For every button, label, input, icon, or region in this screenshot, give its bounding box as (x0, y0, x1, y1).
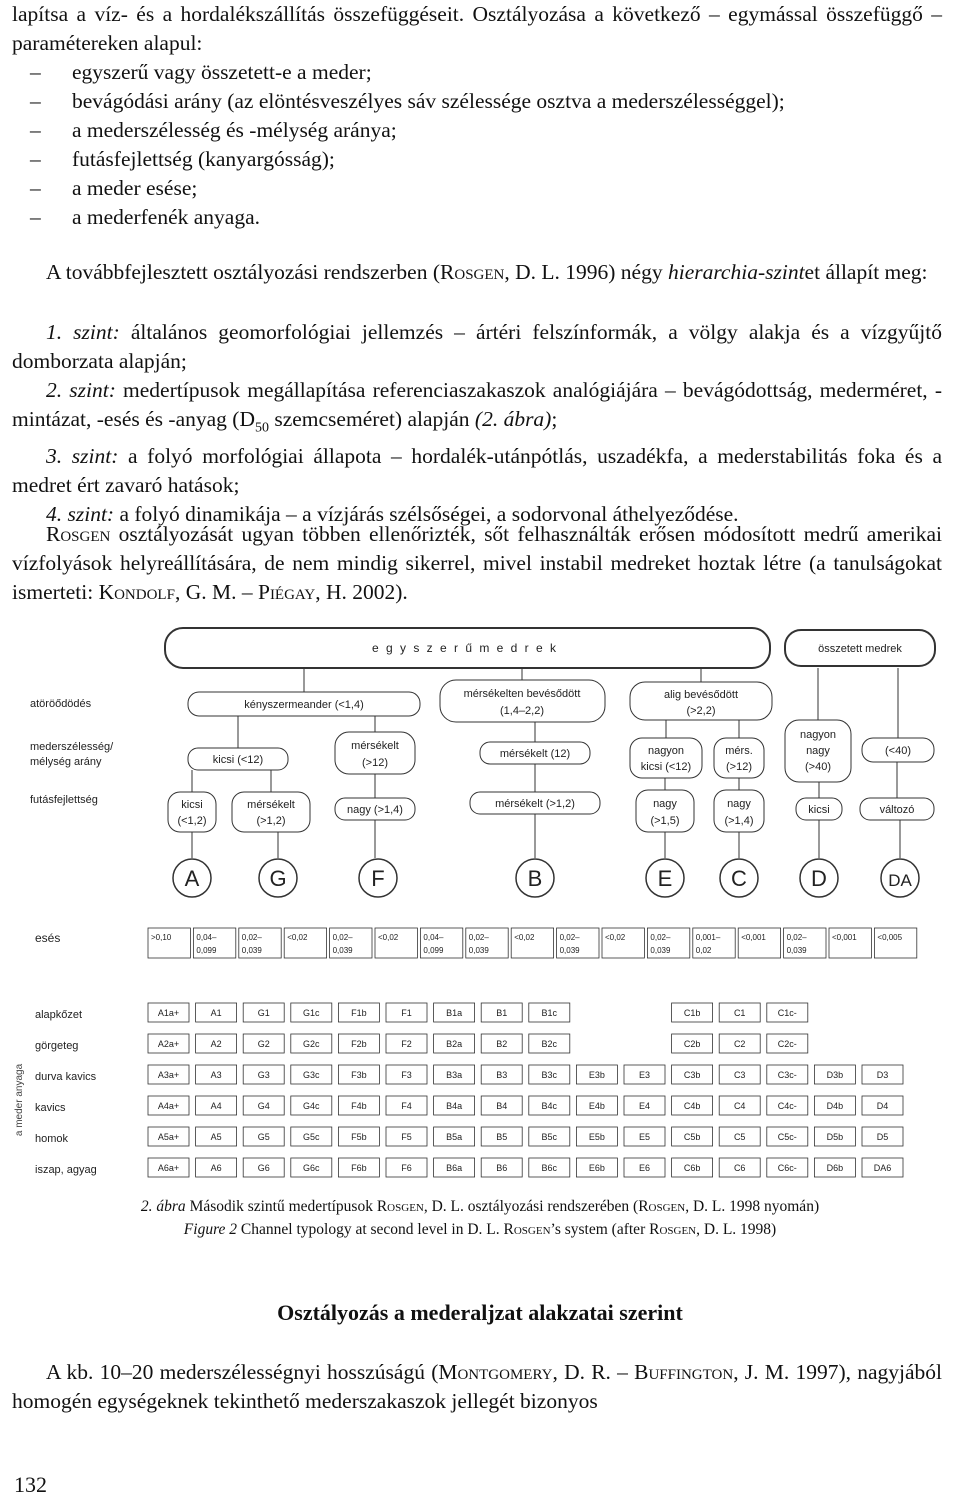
list-item: – egyszerű vagy összetett-e a meder; (12, 58, 942, 87)
node: nagy (727, 798, 751, 810)
slope-value: 0,02– (468, 933, 489, 942)
stream-type-code: G5 (257, 1132, 270, 1142)
section-heading: Osztályozás a mederaljzat alakzatai szerint (277, 1300, 683, 1325)
row-label: futásfejlettség (30, 794, 98, 806)
node: (>12) (362, 757, 388, 769)
stream-type-code: G6c (303, 1163, 320, 1173)
stream-type-code: B1 (496, 1008, 508, 1018)
stream-type-code: D4b (826, 1101, 844, 1111)
stream-type-code: A2 (210, 1039, 222, 1049)
node: (1,4–2,2) (499, 705, 545, 717)
stream-type-code: C1 (733, 1008, 746, 1018)
stream-type-code: G2 (257, 1039, 270, 1049)
stream-type-code: F6b (351, 1163, 367, 1173)
figure-caption-en: Figure 2 Channel typology at second level in D. L. Rosgen’s system (after Rosgen, D. L. 1998) (183, 1221, 777, 1238)
stream-type-code: B4 (496, 1101, 508, 1111)
node: mérsékelt (12) (499, 748, 571, 760)
node: nagy (653, 798, 677, 810)
slope-value: <0,02 (378, 933, 399, 942)
slope-value: 0,039 (786, 946, 807, 955)
node: mérsékelt (>1,2) (495, 798, 575, 810)
node: mérs. (725, 745, 753, 757)
stream-type-code: C3c- (777, 1070, 797, 1080)
slope-value: 0,039 (332, 946, 353, 955)
slope-value: 0,099 (423, 946, 444, 955)
slope-value: 0,039 (241, 946, 262, 955)
stream-type-code: A4a+ (157, 1101, 180, 1111)
stream-type-code: C4 (733, 1101, 746, 1111)
type-label: G (269, 866, 287, 891)
stream-type-code: B2c (541, 1039, 558, 1049)
stream-type-code: B5 (496, 1132, 508, 1142)
stream-type-code: E3b (588, 1070, 605, 1080)
slope-value: 0,039 (559, 946, 580, 955)
material-label: kavics (35, 1102, 66, 1114)
row-label: mélység arány (30, 756, 102, 768)
list-item: – a meder esése; (12, 174, 942, 203)
list-item: – a mederfenék anyaga. (12, 203, 942, 232)
slope-value: <0,02 (605, 933, 626, 942)
node: mérsékelten bevésődött (463, 688, 581, 700)
stream-type-code: B1a (446, 1008, 463, 1018)
slope-value: <0,02 (287, 933, 308, 942)
stream-type-code: B4c (541, 1101, 558, 1111)
stream-type-code: F1b (351, 1008, 367, 1018)
node: kicsi (<12) (640, 761, 692, 773)
list-item: – a mederszélesség és -mélység aránya; (12, 116, 942, 145)
stream-type-code: A5a+ (157, 1132, 180, 1142)
row-label: atöröődödés (30, 698, 92, 710)
rosgen-figure (0, 620, 960, 1190)
slope-value: <0,001 (741, 933, 766, 942)
stream-type-code: A3 (210, 1070, 222, 1080)
node: (>2,2) (686, 705, 716, 717)
stream-type-code: B6 (496, 1163, 508, 1173)
stream-type-code: B6c (541, 1163, 558, 1173)
slope-value: 0,099 (196, 946, 217, 955)
stream-type-code: G3c (303, 1070, 320, 1080)
stream-type-code: F5b (351, 1132, 367, 1142)
stream-type-code: A1a+ (157, 1008, 180, 1018)
level-3: 3. szint: a folyó morfológiai állapota – hordalék-utánpótlás, uszadékfa, a mederstabilitás foka és a medret ért zavaró hatások; (12, 444, 943, 498)
stream-type-code: A3a+ (157, 1070, 180, 1080)
node: mérsékelt (247, 799, 295, 811)
stream-type-code: F4b (351, 1101, 367, 1111)
node: alig bevésődött (664, 689, 738, 701)
slope-value: 0,02– (559, 933, 580, 942)
type-label: DA (888, 871, 912, 890)
paragraph-rosgen: A továbbfejlesztett osztályozási rendszerben (Rosgen, D. L. 1996) négy hierarchia-szintet állapít meg: (46, 260, 928, 284)
stream-type-code: DA6 (873, 1163, 892, 1173)
stream-type-code: B3c (541, 1070, 558, 1080)
stream-type-code: E5b (588, 1132, 605, 1142)
stream-type-code: C2 (733, 1039, 746, 1049)
stream-type-code: E4b (588, 1101, 605, 1111)
slope-value: 0,039 (650, 946, 671, 955)
list-item: – futásfejlettség (kanyargósság); (12, 145, 942, 174)
slope-value: <0,02 (514, 933, 535, 942)
material-label: homok (35, 1133, 69, 1145)
level-4: 4. szint: a folyó dinamikája – a vízjárás szélsőségei, a sodorvonal áthelyeződése. (46, 502, 739, 527)
stream-type-code: C1b (683, 1008, 701, 1018)
stream-type-code: B2a (446, 1039, 463, 1049)
stream-type-code: A1 (210, 1008, 222, 1018)
stream-type-code: D3b (826, 1070, 844, 1080)
stream-type-code: B5c (541, 1132, 558, 1142)
node: (<40) (885, 745, 911, 757)
stream-type-code: B2 (496, 1039, 508, 1049)
paragraph-rosgen-critique: Rosgen osztályozását ugyan többen ellenőrizték, sőt felhasználták erősen módosított medrű amerikai vízfolyások helyreállítására, de nem mindig sikerrel, mivel instabil medreket hoztak létre (a tanulságokat ismerteti: Kondolf, G. M. – Piégay, H. 2002). (12, 522, 942, 604)
stream-type-code: F1 (401, 1008, 412, 1018)
node: kicsi (<12) (212, 754, 264, 766)
slope-label: esés (35, 931, 61, 945)
stream-type-code: B3a (446, 1070, 463, 1080)
type-label: B (527, 866, 543, 891)
node: (>1,4) (724, 815, 754, 827)
slope-value: 0,04– (423, 933, 444, 942)
figure-caption-hu: 2. ábra Második szintű medertípusok Rosgen, D. L. osztályozási rendszerében (Rosgen, D. L. 1998 nyomán) (140, 1198, 820, 1215)
node: változó (879, 804, 915, 816)
material-label: alapkőzet (35, 1009, 83, 1021)
stream-type-code: C1c- (777, 1008, 797, 1018)
node: mérsékelt (351, 740, 399, 752)
node: kicsi (808, 804, 830, 816)
stream-type-code: D5 (876, 1132, 889, 1142)
stream-type-code: F2 (401, 1039, 412, 1049)
stream-type-code: F2b (351, 1039, 367, 1049)
node: (>40) (805, 761, 831, 773)
slope-value: 0,02– (332, 933, 353, 942)
slope-value: 0,039 (468, 946, 489, 955)
row-label: mederszélesség/ (30, 741, 114, 753)
node: kényszermeander (<1,4) (244, 699, 364, 711)
node: (>1,2) (256, 815, 286, 827)
stream-type-code: C3b (683, 1070, 701, 1080)
stream-type-code: F3 (401, 1070, 412, 1080)
slope-value: 0,02– (786, 933, 807, 942)
material-label: iszap, agyag (35, 1164, 97, 1176)
stream-type-code: F6 (401, 1163, 412, 1173)
stream-type-code: B1c (541, 1008, 558, 1018)
stream-type-code: C4c- (777, 1101, 797, 1111)
stream-type-code: G1c (303, 1008, 320, 1018)
node: nagy (>1,4) (347, 804, 403, 816)
stream-type-code: E5 (638, 1132, 651, 1142)
slope-value: >0,10 (151, 933, 172, 942)
material-axis-label: a meder anyaga (14, 1063, 25, 1137)
stream-type-code: C6 (733, 1163, 746, 1173)
slope-value: 0,02– (241, 933, 262, 942)
level-1: 1. szint: általános geomorfológiai jellemzés – ártéri felszínformák, a völgy alakja és a vízgyűjtő domborzata alapján; (12, 320, 942, 373)
levels-list (12, 318, 942, 529)
node: nagyon (799, 729, 837, 741)
node: (<1,2) (177, 815, 207, 827)
slope-value: <0,005 (877, 933, 903, 942)
body-text-top (12, 0, 942, 232)
stream-type-code: A4 (210, 1101, 222, 1111)
stream-type-code: F4 (401, 1101, 412, 1111)
node: nagyon (647, 745, 685, 757)
paragraph-bedform: A kb. 10–20 mederszélességnyi hosszúságú (Montgomery, D. R. – Buffington, J. M. 1997), nagyjából homogén egységeknek tekinthető mederszakaszok jellegét bizonyos (12, 1360, 942, 1413)
stream-type-code: C4b (683, 1101, 701, 1111)
stream-type-code: E6 (638, 1163, 651, 1173)
page-number: 132 (14, 1472, 47, 1497)
stream-type-code: E3 (638, 1070, 651, 1080)
type-label: A (184, 866, 200, 891)
material-label: görgeteg (35, 1040, 79, 1052)
stream-type-code: A5 (210, 1132, 222, 1142)
stream-type-code: B5a (446, 1132, 463, 1142)
type-label: D (811, 866, 827, 891)
stream-type-code: G4 (257, 1101, 270, 1111)
stream-type-code: B4a (446, 1101, 463, 1111)
level-2: 2. szint: medertípusok megállapítása referenciaszakaszok analógiájára – bevágódottság, mederméret, -mintázat, -esés és -anyag ($D_{50}$ szemcseméret) alapján (2. ábra); (12, 378, 942, 436)
stream-type-code: B6a (446, 1163, 463, 1173)
stream-type-code: G2c (303, 1039, 320, 1049)
stream-type-code: C5b (683, 1132, 701, 1142)
stream-type-code: C5c- (777, 1132, 797, 1142)
stream-type-code: F3b (351, 1070, 367, 1080)
stream-type-code: G4c (303, 1101, 320, 1111)
node: nagy (806, 745, 830, 757)
node: kicsi (181, 799, 203, 811)
stream-type-code: D5b (826, 1132, 844, 1142)
node: (>1,5) (650, 815, 680, 827)
stream-type-code: C3 (733, 1070, 746, 1080)
material-label: durva kavics (35, 1071, 97, 1083)
paragraph-intro: lapítsa a víz- és a hordalékszállítás összefüggéseit. Osztályozása a következő – egymással összefüggő – paramétereken alapul: (12, 2, 942, 55)
stream-type-code: G5c (303, 1132, 320, 1142)
slope-value: 0,001– (695, 933, 721, 942)
stream-type-code: D4 (876, 1101, 889, 1111)
slope-value: <0,001 (832, 933, 857, 942)
stream-type-code: F5 (401, 1132, 412, 1142)
stream-type-code: C5 (733, 1132, 746, 1142)
stream-type-code: C6b (683, 1163, 701, 1173)
stream-type-code: E6b (588, 1163, 605, 1173)
stream-type-code: C2c- (777, 1039, 797, 1049)
stream-type-code: D6b (826, 1163, 844, 1173)
slope-value: 0,04– (196, 933, 217, 942)
type-label: E (657, 866, 673, 891)
stream-type-code: C6c- (777, 1163, 797, 1173)
slope-value: 0,02– (650, 933, 671, 942)
stream-type-code: A2a+ (157, 1039, 180, 1049)
author-name: Rosgen (440, 260, 505, 284)
stream-type-code: B3 (496, 1070, 508, 1080)
stream-type-code: A6 (210, 1163, 222, 1173)
stream-type-code: C2b (683, 1039, 701, 1049)
stream-type-code: G3 (257, 1070, 270, 1080)
banner-simple: e g y s z e r ű m e d r e k (371, 641, 559, 655)
stream-type-code: G1 (257, 1008, 270, 1018)
stream-type-code: D3 (876, 1070, 889, 1080)
node: (>12) (726, 761, 752, 773)
list-item: – bevágódási arány (az elöntésveszélyes sáv szélessége osztva a mederszélességgel); (12, 87, 942, 116)
type-label: F (371, 866, 385, 891)
slope-value: 0,02 (695, 946, 712, 955)
banner-complex: összetett medrek (818, 643, 902, 655)
stream-type-code: G6 (257, 1163, 270, 1173)
stream-type-code: E4 (638, 1101, 651, 1111)
stream-type-code: A6a+ (157, 1163, 180, 1173)
type-label: C (731, 866, 747, 891)
